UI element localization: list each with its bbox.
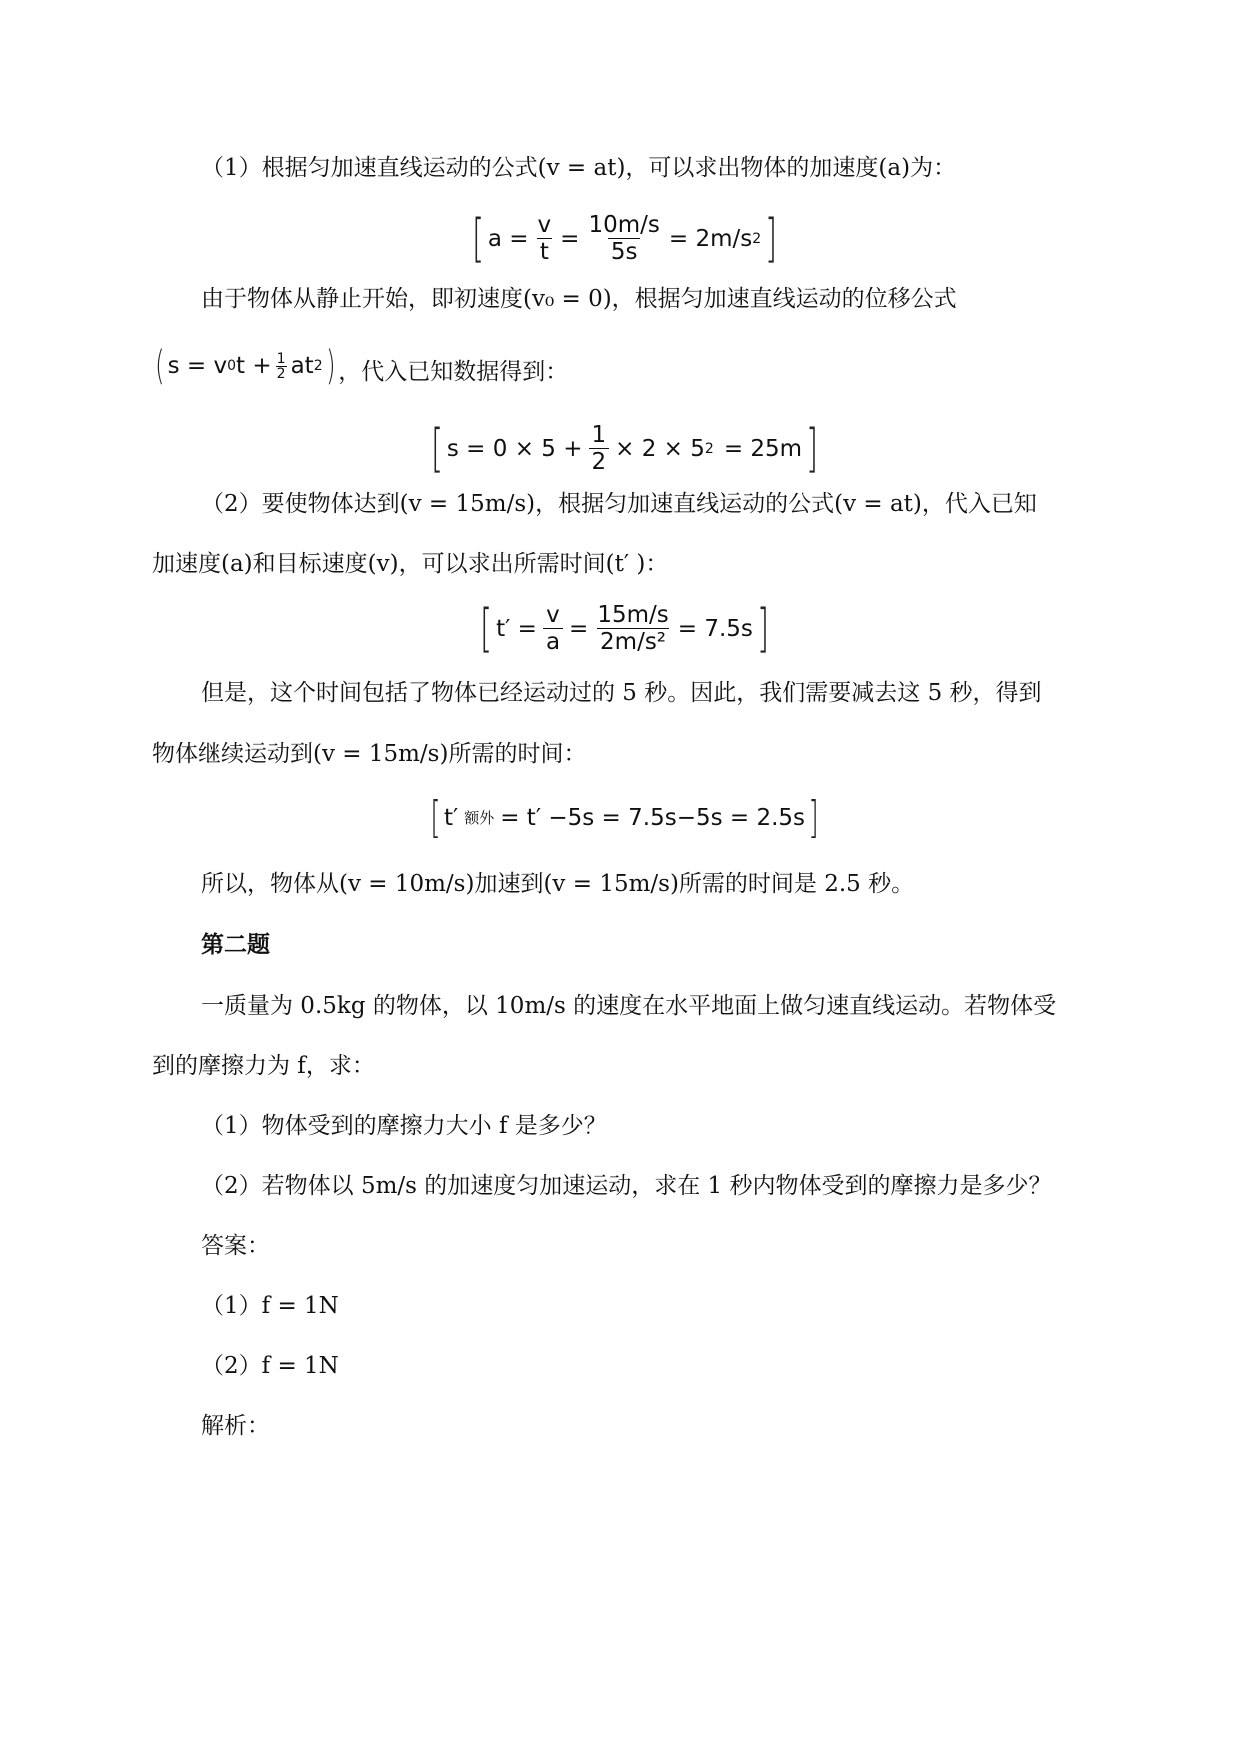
section-heading: 第二题 — [201, 932, 270, 958]
question-1: （1）物体受到的摩擦力大小 f 是多少？ — [201, 1113, 607, 1139]
equation-extra-time: [ t′ 额外 = t′ −5s = 7.5s−5s = 2.5s ] — [430, 792, 819, 843]
paragraph-6: 但是，这个时间包括了物体已经运动过的 5 秒。因此，我们需要减去这 5 秒，得到 — [201, 680, 1042, 706]
paragraph-9: 一质量为 0.5kg 的物体，以 10m/s 的速度在水平地面上做匀速直线运动。若物体受 — [201, 993, 1057, 1019]
paragraph-4: （2）要使物体达到(v = 15m/s)，根据匀加速直线运动的公式(v = at)，代入已知 — [201, 491, 1037, 517]
paragraph-7: 物体继续运动到(v = 15m/s)所需的时间： — [152, 741, 587, 767]
paragraph-3: ( s = v 0 t + $\frac{1}{2}$ at 2 ) ，代入已知数据得到： — [155, 343, 569, 389]
answer-1: （1）f = 1N — [201, 1293, 339, 1319]
analysis-label: 解析： — [201, 1413, 270, 1439]
answer-2: （2）f = 1N — [201, 1353, 339, 1379]
equation-acceleration: [ a = $\frac{v}{t}$ = $\frac{10m/s}{5s}$ = 2m/s 2 ] — [471, 208, 778, 269]
paragraph-8: 所以，物体从(v = 10m/s)加速到(v = 15m/s)所需的时间是 2.5 秒。 — [201, 871, 915, 897]
paragraph-2: 由于物体从静止开始，即初速度(v₀ = 0)，根据匀加速直线运动的位移公式 — [201, 286, 957, 312]
paragraph-5: 加速度(a)和目标速度(v)，可以求出所需时间(t′ )： — [152, 551, 669, 577]
paragraph-10: 到的摩擦力为 f，求： — [152, 1053, 375, 1079]
answer-label: 答案： — [201, 1233, 270, 1259]
equation-displacement: [ s = 0 × 5 + $\frac{1}{2}$ × 2 × 5 2 = 25m ] — [430, 418, 819, 479]
paragraph-1: （1）根据匀加速直线运动的公式(v = at)，可以求出物体的加速度(a)为： — [201, 155, 957, 181]
question-2: （2）若物体以 5m/s 的加速度匀加速运动，求在 1 秒内物体受到的摩擦力是多少？ — [201, 1173, 1052, 1199]
equation-time: [ t′ = $\frac{v}{a}$ = $\frac{15m/s}{\text{2m/s²}}$ = 7.5s ] — [479, 598, 770, 659]
